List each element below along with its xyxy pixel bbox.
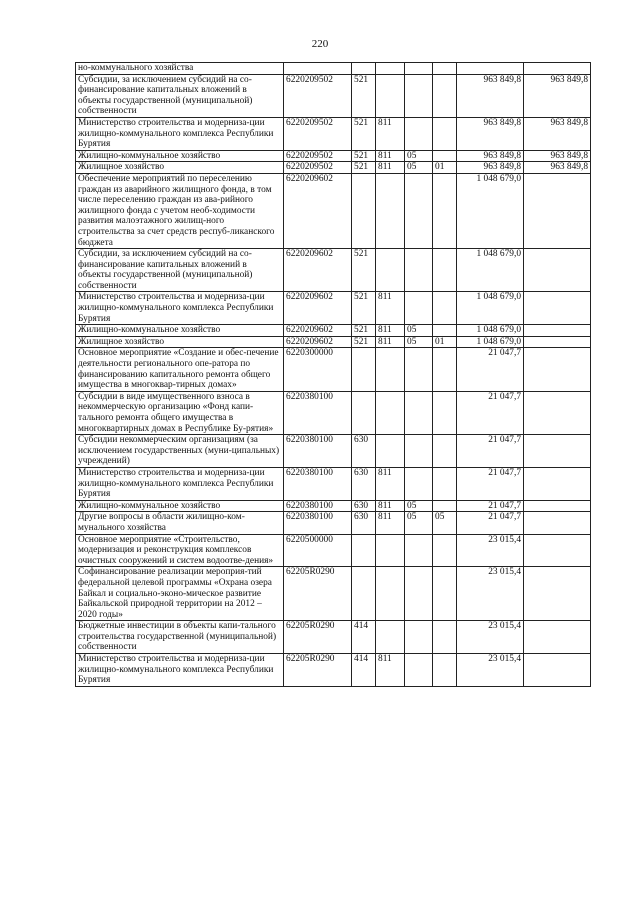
- row-subsection-cell: [433, 292, 457, 325]
- row-name-cell: Жилищное хозяйство: [76, 336, 284, 348]
- table-row: [76, 621, 591, 654]
- row-code-cell: 6220209502: [284, 117, 352, 150]
- row-expense-type-cell: 414: [352, 654, 376, 687]
- row-name-cell: Основное мероприятие «Строительство, модернизация и реконструкция комплексов очистных сооружений и систем водоотве-дения»: [76, 534, 284, 567]
- row-sum-1-cell: 21 047,7: [457, 348, 524, 391]
- row-expense-type-cell: [352, 348, 376, 391]
- row-code-cell: 6220209602: [284, 173, 352, 248]
- row-section-cell: [405, 173, 433, 248]
- row-name-cell: Министерство строительства и модерниза-ции жилищно-коммунального комплекса Республики Бурятия: [76, 654, 284, 687]
- budget-table: [75, 62, 591, 687]
- row-sum-2-cell: [524, 391, 591, 434]
- row-sum-2-cell: 963 849,8: [524, 150, 591, 162]
- table-row: [76, 435, 591, 468]
- row-name-cell: Субсидии некоммерческим организациям (за исключением государственных (муни-ципальных) учреждений): [76, 435, 284, 468]
- row-subsection-cell: [433, 567, 457, 621]
- table-row: [76, 500, 591, 512]
- table-row: [76, 348, 591, 391]
- row-section-cell: [405, 435, 433, 468]
- row-department-cell: 811: [376, 117, 405, 150]
- row-code-cell: 6220209602: [284, 325, 352, 337]
- row-code-cell: 6220500000: [284, 534, 352, 567]
- row-expense-type-cell: 521: [352, 325, 376, 337]
- row-section-cell: [405, 567, 433, 621]
- table-row: [76, 74, 591, 117]
- row-expense-type-cell: 521: [352, 336, 376, 348]
- row-subsection-cell: [433, 391, 457, 434]
- row-sum-1-cell: 21 047,7: [457, 391, 524, 434]
- row-expense-type-cell: 521: [352, 117, 376, 150]
- row-sum-2-cell: [524, 534, 591, 567]
- table-row: [76, 391, 591, 434]
- row-section-cell: [405, 348, 433, 391]
- row-sum-1-cell: [457, 63, 524, 75]
- table-row: [76, 512, 591, 534]
- row-sum-1-cell: 23 015,4: [457, 567, 524, 621]
- row-sum-2-cell: [524, 292, 591, 325]
- row-sum-1-cell: 1 048 679,0: [457, 249, 524, 292]
- row-name-cell: Бюджетные инвестиции в объекты капи-тального строительства государственной (муниципальной) собственности: [76, 621, 284, 654]
- row-department-cell: 811: [376, 654, 405, 687]
- row-sum-1-cell: 23 015,4: [457, 534, 524, 567]
- row-subsection-cell: [433, 654, 457, 687]
- table-row: [76, 567, 591, 621]
- row-section-cell: 05: [405, 500, 433, 512]
- row-sum-2-cell: [524, 512, 591, 534]
- row-code-cell: 6220209502: [284, 162, 352, 174]
- row-subsection-cell: [433, 173, 457, 248]
- row-expense-type-cell: 521: [352, 150, 376, 162]
- row-code-cell: 6220209602: [284, 336, 352, 348]
- row-name-cell: Софинансирование реализации мероприя-тий федеральной целевой программы «Охрана озера Байкал и социально-эконо-мическое развитие Байкальской природной территории на 2012 – 2020 годы»: [76, 567, 284, 621]
- table-row: [76, 117, 591, 150]
- row-sum-1-cell: 1 048 679,0: [457, 173, 524, 248]
- row-code-cell: 6220209502: [284, 150, 352, 162]
- row-section-cell: [405, 534, 433, 567]
- row-department-cell: 811: [376, 500, 405, 512]
- page-number: 220: [311, 38, 329, 50]
- row-department-cell: [376, 249, 405, 292]
- table-row: [76, 325, 591, 337]
- row-subsection-cell: 01: [433, 162, 457, 174]
- row-name-cell: Основное мероприятие «Создание и обес-печение деятельности регионального опе-ратора по финансированию капитального ремонта общего имущества в многоквар-тирных домах»: [76, 348, 284, 391]
- row-code-cell: 6220209602: [284, 249, 352, 292]
- row-department-cell: 811: [376, 336, 405, 348]
- row-subsection-cell: [433, 117, 457, 150]
- row-sum-1-cell: 1 048 679,0: [457, 325, 524, 337]
- row-expense-type-cell: [352, 534, 376, 567]
- row-subsection-cell: [433, 74, 457, 117]
- row-sum-2-cell: [524, 249, 591, 292]
- row-section-cell: [405, 74, 433, 117]
- row-expense-type-cell: [352, 173, 376, 248]
- row-sum-2-cell: [524, 63, 591, 75]
- row-subsection-cell: [433, 435, 457, 468]
- row-expense-type-cell: 414: [352, 621, 376, 654]
- row-sum-2-cell: [524, 325, 591, 337]
- row-department-cell: 811: [376, 292, 405, 325]
- row-code-cell: 62205R0290: [284, 654, 352, 687]
- row-subsection-cell: [433, 621, 457, 654]
- row-name-cell: Другие вопросы в области жилищно-ком-мунального хозяйства: [76, 512, 284, 534]
- table-row: [76, 173, 591, 248]
- row-name-cell: Субсидии, за исключением субсидий на со-финансирование капитальных вложений в объекты государственной (муниципальной) собственности: [76, 249, 284, 292]
- row-name-cell: Жилищное хозяйство: [76, 162, 284, 174]
- row-name-cell: Министерство строительства и модерниза-ции жилищно-коммунального комплекса Республики Бурятия: [76, 467, 284, 500]
- table-row: [76, 162, 591, 174]
- row-section-cell: 05: [405, 150, 433, 162]
- row-sum-2-cell: [524, 467, 591, 500]
- row-section-cell: [405, 117, 433, 150]
- row-expense-type-cell: [352, 391, 376, 434]
- row-name-cell: Министерство строительства и модерниза-ции жилищно-коммунального комплекса Республики Бурятия: [76, 292, 284, 325]
- table-row: [76, 150, 591, 162]
- table-row: [76, 467, 591, 500]
- row-expense-type-cell: 630: [352, 512, 376, 534]
- row-code-cell: 6220209602: [284, 292, 352, 325]
- row-sum-1-cell: 21 047,7: [457, 467, 524, 500]
- row-code-cell: 6220209502: [284, 74, 352, 117]
- row-department-cell: [376, 534, 405, 567]
- row-expense-type-cell: 521: [352, 249, 376, 292]
- row-name-cell: Жилищно-коммунальное хозяйство: [76, 150, 284, 162]
- row-code-cell: 62205R0290: [284, 567, 352, 621]
- row-sum-1-cell: 21 047,7: [457, 435, 524, 468]
- row-expense-type-cell: [352, 567, 376, 621]
- row-name-cell: Субсидии в виде имущественного взноса в некоммерческую организацию «Фонд капи-тального ремонта общего имущества в многоквартирных домах в Республике Бу-рятия»: [76, 391, 284, 434]
- row-subsection-cell: 01: [433, 336, 457, 348]
- row-expense-type-cell: 521: [352, 292, 376, 325]
- row-section-cell: [405, 63, 433, 75]
- row-subsection-cell: [433, 249, 457, 292]
- row-section-cell: [405, 467, 433, 500]
- row-sum-1-cell: 963 849,8: [457, 150, 524, 162]
- row-department-cell: 811: [376, 162, 405, 174]
- row-subsection-cell: [433, 500, 457, 512]
- row-department-cell: [376, 63, 405, 75]
- row-subsection-cell: [433, 467, 457, 500]
- row-section-cell: 05: [405, 162, 433, 174]
- row-sum-2-cell: [524, 336, 591, 348]
- row-expense-type-cell: [352, 63, 376, 75]
- row-section-cell: [405, 292, 433, 325]
- table-body: [76, 63, 591, 687]
- row-sum-1-cell: 23 015,4: [457, 621, 524, 654]
- row-subsection-cell: [433, 63, 457, 75]
- row-name-cell: Министерство строительства и модерниза-ции жилищно-коммунального комплекса Республики Бурятия: [76, 117, 284, 150]
- row-department-cell: [376, 348, 405, 391]
- row-code-cell: 6220380100: [284, 500, 352, 512]
- row-expense-type-cell: 630: [352, 500, 376, 512]
- row-subsection-cell: [433, 534, 457, 567]
- row-code-cell: 6220380100: [284, 435, 352, 468]
- row-department-cell: [376, 621, 405, 654]
- row-subsection-cell: [433, 348, 457, 391]
- row-sum-1-cell: 21 047,7: [457, 512, 524, 534]
- row-sum-1-cell: 1 048 679,0: [457, 336, 524, 348]
- row-department-cell: [376, 173, 405, 248]
- row-code-cell: [284, 63, 352, 75]
- row-name-cell: Обеспечение мероприятий по переселению граждан из аварийного жилищного фонда, в том числе переселению граждан из ава-рийного жилищного фонда с учетом необ-ходимости развития малоэтажного жилищ-ного строительства за счет средств респуб-ликанского бюджета: [76, 173, 284, 248]
- row-sum-2-cell: [524, 621, 591, 654]
- row-code-cell: 62205R0290: [284, 621, 352, 654]
- row-subsection-cell: [433, 325, 457, 337]
- row-code-cell: 6220380100: [284, 512, 352, 534]
- row-sum-1-cell: 963 849,8: [457, 74, 524, 117]
- row-section-cell: [405, 654, 433, 687]
- row-name-cell: но-коммунального хозяйства: [76, 63, 284, 75]
- row-section-cell: 05: [405, 512, 433, 534]
- row-department-cell: 811: [376, 467, 405, 500]
- row-sum-1-cell: 1 048 679,0: [457, 292, 524, 325]
- row-subsection-cell: [433, 150, 457, 162]
- row-name-cell: Жилищно-коммунальное хозяйство: [76, 325, 284, 337]
- row-sum-2-cell: [524, 654, 591, 687]
- row-department-cell: [376, 435, 405, 468]
- row-subsection-cell: 05: [433, 512, 457, 534]
- row-section-cell: [405, 249, 433, 292]
- row-section-cell: 05: [405, 325, 433, 337]
- row-department-cell: 811: [376, 512, 405, 534]
- row-section-cell: [405, 621, 433, 654]
- row-name-cell: Жилищно-коммунальное хозяйство: [76, 500, 284, 512]
- row-department-cell: [376, 567, 405, 621]
- row-name-cell: Субсидии, за исключением субсидий на со-финансирование капитальных вложений в объекты государственной (муниципальной) собственности: [76, 74, 284, 117]
- row-sum-2-cell: 963 849,8: [524, 162, 591, 174]
- row-sum-2-cell: [524, 435, 591, 468]
- row-expense-type-cell: 521: [352, 74, 376, 117]
- row-sum-2-cell: [524, 567, 591, 621]
- row-department-cell: 811: [376, 325, 405, 337]
- row-sum-2-cell: 963 849,8: [524, 74, 591, 117]
- row-expense-type-cell: 521: [352, 162, 376, 174]
- row-sum-2-cell: 963 849,8: [524, 117, 591, 150]
- row-department-cell: 811: [376, 150, 405, 162]
- table-row: [76, 534, 591, 567]
- row-expense-type-cell: 630: [352, 435, 376, 468]
- row-sum-2-cell: [524, 173, 591, 248]
- row-expense-type-cell: 630: [352, 467, 376, 500]
- row-code-cell: 6220380100: [284, 391, 352, 434]
- row-code-cell: 6220380100: [284, 467, 352, 500]
- row-sum-1-cell: 963 849,8: [457, 117, 524, 150]
- row-department-cell: [376, 391, 405, 434]
- row-sum-1-cell: 963 849,8: [457, 162, 524, 174]
- row-section-cell: [405, 391, 433, 434]
- table-row: [76, 654, 591, 687]
- table-row: [76, 292, 591, 325]
- table-row: [76, 249, 591, 292]
- table-row: [76, 336, 591, 348]
- table-row: [76, 63, 591, 75]
- row-sum-2-cell: [524, 500, 591, 512]
- row-sum-1-cell: 23 015,4: [457, 654, 524, 687]
- row-sum-2-cell: [524, 348, 591, 391]
- row-department-cell: [376, 74, 405, 117]
- row-sum-1-cell: 21 047,7: [457, 500, 524, 512]
- row-section-cell: 05: [405, 336, 433, 348]
- row-code-cell: 6220300000: [284, 348, 352, 391]
